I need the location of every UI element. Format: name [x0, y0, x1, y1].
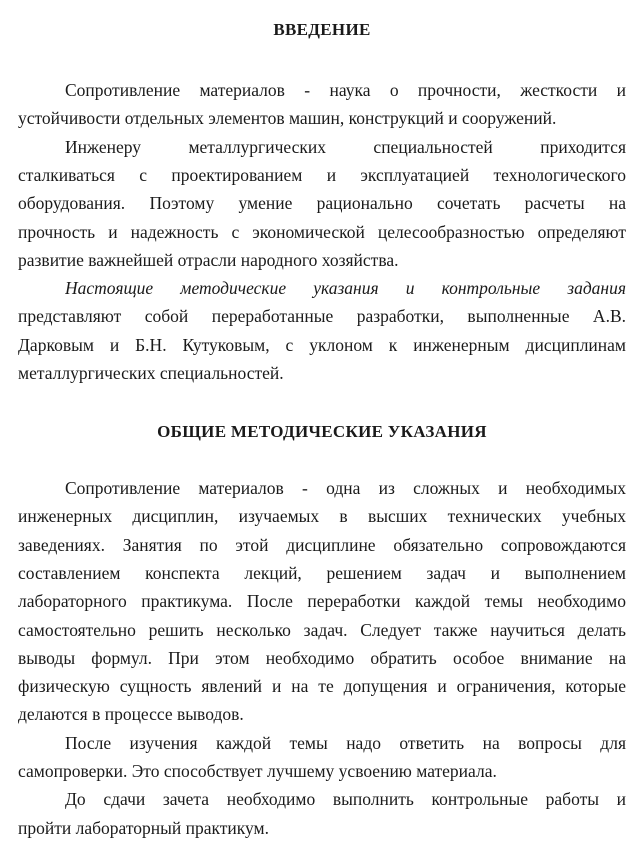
paragraph-line: пройти лабораторный практикум. — [18, 817, 270, 838]
paragraph-line: Сопротивление материалов - одна из сложных и необходимых — [65, 478, 626, 498]
paragraph-line: самопроверки. Это способствует лучшему усвоению материала. — [18, 761, 497, 781]
paragraph-line: представляют собой переработанные разработки, выполненные А.В. — [18, 306, 626, 327]
paragraph-line: физическую сущность явлений и на те допущения и ограничения, которые — [18, 676, 626, 697]
paragraph-line: устойчивости отдельных элементов машин, конструкций и сооружений. — [18, 108, 557, 129]
paragraph-line: Инженеру металлургических специальностей приходится — [65, 136, 626, 157]
paragraph-line: прочность и надежность с экономической целесообразностью определяют — [18, 221, 626, 242]
paragraph-line: сталкиваться с проектированием и эксплуатацией технологического — [18, 164, 626, 185]
paragraph-line: самостоятельно решить несколько задач. Следует также научиться делать — [18, 619, 626, 640]
paragraph-line: Сопротивление материалов - наука о прочности, жесткости и — [65, 80, 626, 100]
paragraph-line: Дарковым и Б.Н. Кутуковым, с уклоном к инженерным дисциплинам — [18, 334, 626, 355]
paragraph-line: Настоящие методические указания и контрольные задания — [65, 278, 626, 299]
paragraph-line: выводы формул. При этом необходимо обратить особое внимание на — [18, 647, 626, 668]
paragraph-line: делаются в процессе выводов. — [18, 704, 244, 725]
paragraph-line: инженерных дисциплин, изучаемых в высших технических учебных — [18, 506, 626, 527]
paragraph-line: После изучения каждой темы надо ответить на вопросы для — [65, 732, 626, 753]
paragraph-line: лабораторного практикума. После переработки каждой темы необходимо — [18, 591, 626, 612]
paragraph-line: составлением конспекта лекций, решением задач и выполнением — [18, 562, 626, 583]
paragraph-line: До сдачи зачета необходимо выполнить контрольные работы и — [65, 789, 626, 810]
paragraph-line: оборудования. Поэтому умение рационально сочетать расчеты на — [18, 193, 626, 214]
section-heading: ОБЩИЕ МЕТОДИЧЕСКИЕ УКАЗАНИЯ — [157, 422, 487, 441]
section-heading: ВВЕДЕНИЕ — [273, 20, 371, 39]
paragraph-line: развитие важнейшей отрасли народного хозяйства. — [18, 249, 399, 270]
paragraph-line: заведениях. Занятия по этой дисциплине обязательно сопровождаются — [18, 534, 626, 555]
paragraph-line: металлургических специальностей. — [18, 363, 284, 383]
